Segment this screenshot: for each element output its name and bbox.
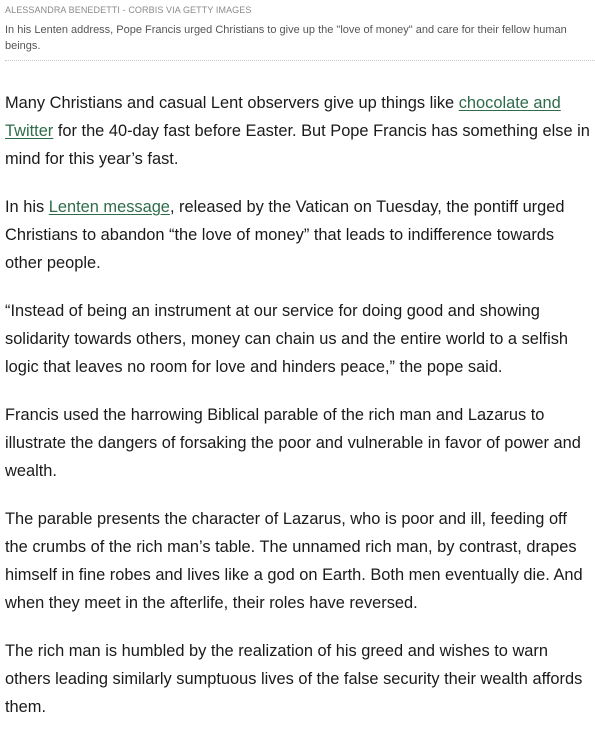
photo-caption: In his Lenten address, Pope Francis urged Christians to give up the "love of money" and care for their fellow human beings. — [5, 24, 567, 52]
paragraph-6: The rich man is humbled by the realization of his greed and wishes to warn others leading similarly sumptuous lives of the false security their wealth affords them. — [5, 642, 583, 716]
lenten-message-link[interactable]: Lenten message — [48, 198, 170, 216]
paragraph-5: The parable presents the character of Lazarus, who is poor and ill, feeding off the crumbs of the rich man’s table. The unnamed rich man, by contrast, drapes himself in fine robes and lives like a god on Earth. Both men eventually die. And when they meet in the afterlife, their roles have reversed. — [5, 510, 583, 612]
paragraph-2-text-before: In his — [5, 198, 49, 216]
paragraph-4: Francis used the harrowing Biblical parable of the rich man and Lazarus to illustrate the dangers of forsaking the poor and vulnerable in favor of power and wealth. — [5, 406, 581, 480]
paragraph-1-text-before: Many Christians and casual Lent observers give up things like — [5, 94, 459, 112]
paragraph-1 — [5, 89, 593, 173]
paragraph-2 — [5, 193, 593, 277]
paragraph-3: “Instead of being an instrument at our service for doing good and showing solidarity towards others, money can chain us and the entire world to a selfish logic that leaves no room for love and hinders peace,” the pope said. — [5, 302, 569, 376]
article — [5, 0, 593, 721]
paragraph-2-text-after: , released by the Vatican on Tuesday, the pontiff urged Christians to abandon “the love of money” that leads to indifference towards other people. — [5, 198, 565, 272]
paragraph-1-text-after: for the 40-day fast before Easter. But Pope Francis has something else in mind for this year’s fast. — [5, 122, 590, 168]
chocolate-and-twitter-link[interactable]: chocolate and Twitter — [5, 94, 561, 140]
caption-divider — [5, 60, 595, 61]
photo-credit: ALESSANDRA BENEDETTI - CORBIS VIA GETTY IMAGES — [5, 5, 252, 15]
